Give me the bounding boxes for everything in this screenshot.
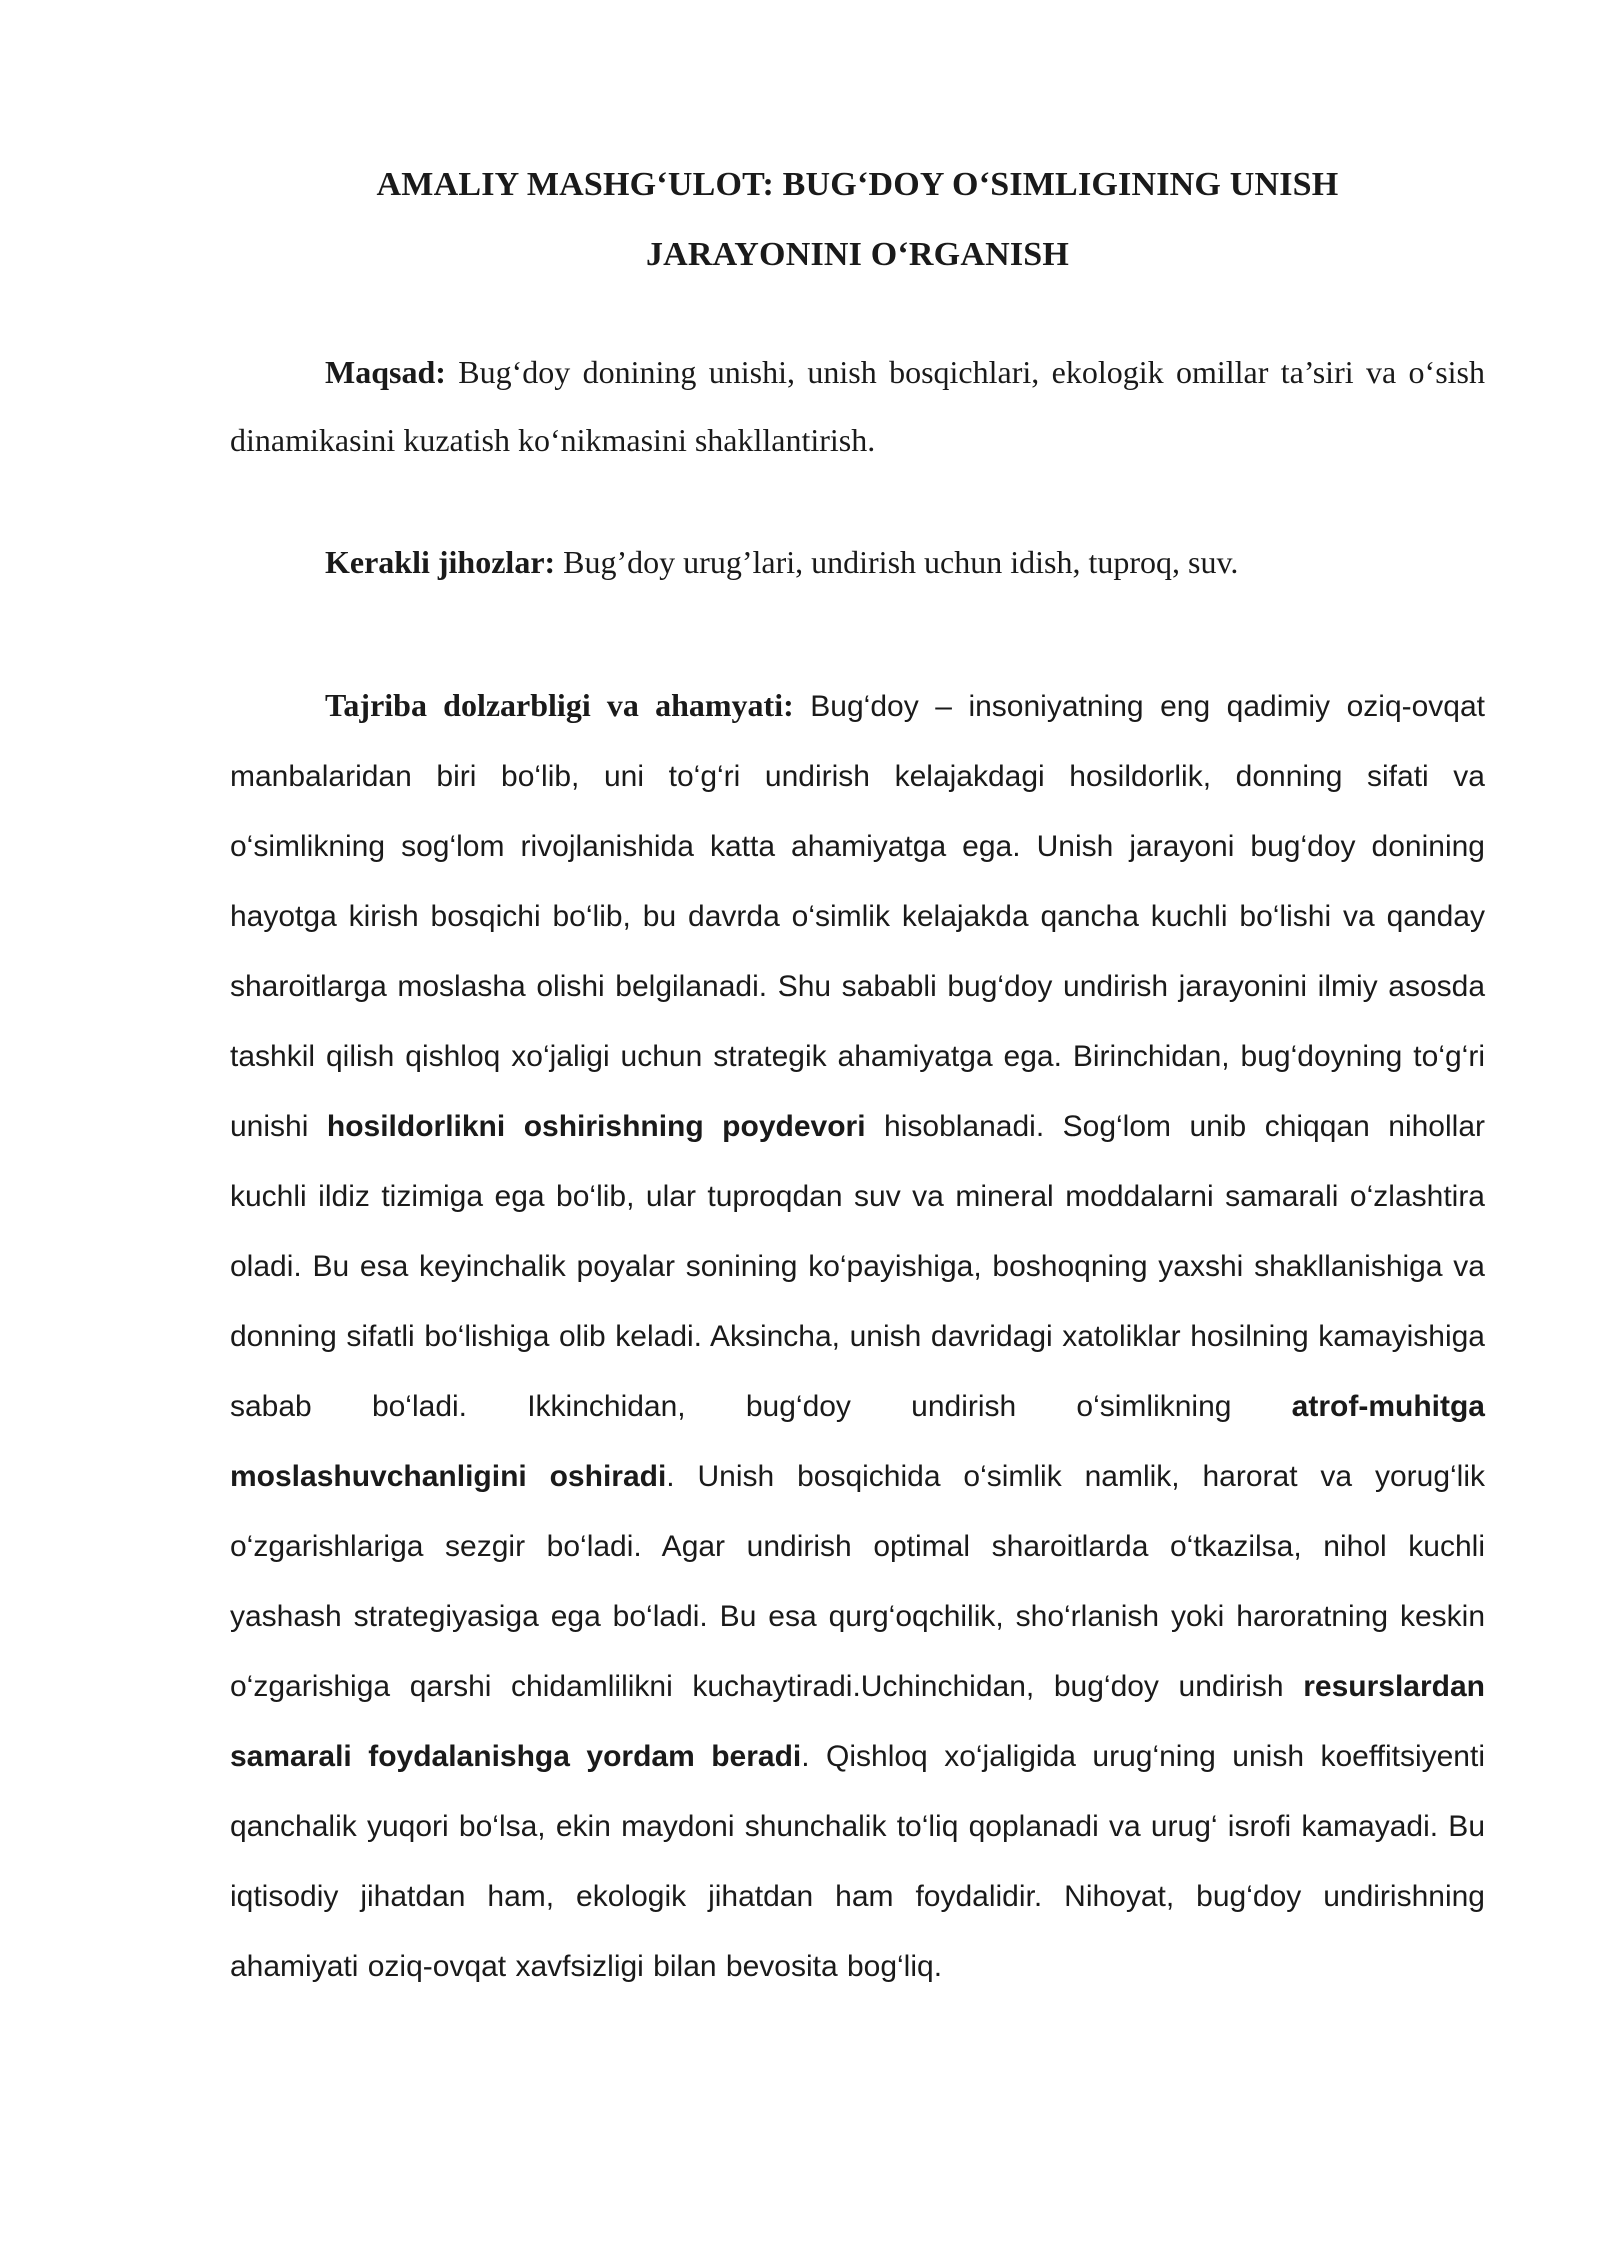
relevance-bold-2: atrof-muhitga moslashuvchanligini oshiradi [230, 1390, 1485, 1493]
relevance-label: Tajriba dolzarbligi va ahamyati: [325, 687, 794, 723]
aim-text: Bug‘doy donining unishi, unish bosqichlari, ekologik omillar ta’siri va o‘sish dinamikasini kuzatish ko‘nikmasini shakllantirish. [230, 354, 1485, 458]
relevance-bold-1: hosildorlikni oshirishning poydevori [326, 1110, 866, 1143]
relevance-bold-3: resurslardan samarali foydalanishga yordam beradi [230, 1670, 1485, 1773]
equipment-text: Bug’doy urug’lari, undirish uchun idish, tuproq, suv. [555, 544, 1239, 580]
relevance-paragraph [230, 670, 1485, 2002]
relevance-text-2: hisoblanadi. Sog‘lom unib chiqqan nihollar kuchli ildiz tizimiga ega bo‘lib, ular tuproqdan suv va mineral moddalarni samarali o‘zlashtira oladi. Bu esa keyinchalik poyalar sonining ko‘payishiga, boshoqning yaxshi shakllanishiga va donning sifatli bo‘lishiga olib keladi. Aksincha, unish davridagi xatoliklar hosilning kamayishiga sabab bo‘ladi. Ikkinchidan, bug‘doy undirish o‘simlikning [230, 1110, 1485, 1423]
title-line-2: JARAYONINI O‘RGANISH [645, 236, 1070, 273]
aim-label: Maqsad: [325, 354, 446, 390]
relevance-text-1: Bug‘doy – insoniyatning eng qadimiy oziq-ovqat manbalaridan biri bo‘lib, uni to‘g‘ri undirish kelajakdagi hosildorlik, donning sifati va o‘simlikning sog‘lom rivojlanishida katta ahamiyatga ega. Unish jarayoni bug‘doy donining hayotga kirish bosqichi bo‘lib, bu davrda o‘simlik kelajakda qancha kuchli bo‘lishi va qanday sharoitlarga moslasha olishi belgilanadi. Shu sababli bug‘doy undirish jarayonini ilmiy asosda tashkil qilish qishloq xo‘jaligi uchun strategik ahamiyatga ega. Birinchidan, bug‘doyning to‘g‘ri unishi [230, 690, 1486, 1143]
relevance-text-4: . Qishloq xo‘jaligida urug‘ning unish koeffitsiyenti qanchalik yuqori bo‘lsa, ekin maydoni shunchalik to‘liq qoplanadi va urug‘ isrofi kamayadi. Bu iqtisodiy jihatdan ham, ekologik jihatdan ham foydalidir. Nihoyat, bug‘doy undirishning ahamiyati oziq-ovqat xavfsizligi bilan bevosita bog‘liq. [230, 1740, 1485, 1983]
equipment-paragraph [230, 528, 1485, 596]
aim-paragraph [230, 338, 1485, 474]
equipment-label: Kerakli jihozlar: [325, 544, 556, 580]
document-title [230, 150, 1485, 290]
title-line-1: AMALIY MASHG‘ULOT: BUG‘DOY O‘SIMLIGINING UNISH [376, 166, 1339, 203]
relevance-text-3: . Unish bosqichida o‘simlik namlik, harorat va yorug‘lik o‘zgarishlariga sezgir bo‘ladi. Agar undirish optimal sharoitlarda o‘tkazilsa, nihol kuchli yashash strategiyasiga ega bo‘ladi. Bu esa qurg‘oqchilik, sho‘rlanish yoki haroratning keskin o‘zgarishiga qarshi chidamlilikni kuchaytiradi.Uchinchidan, bug‘doy undirish [230, 1460, 1485, 1703]
